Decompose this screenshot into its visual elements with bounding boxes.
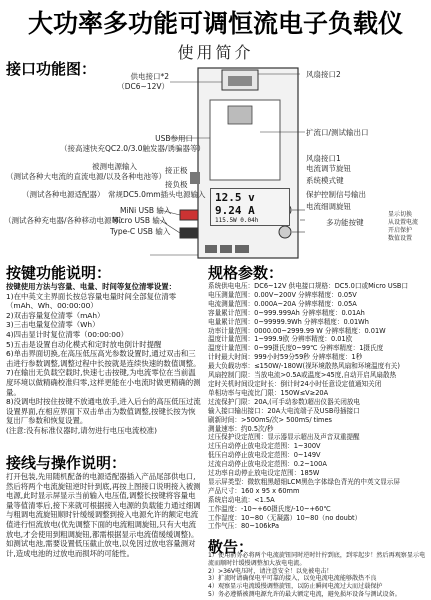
key-item: 6)单击界面切换,在高压低压高光参数设置时,通过双击和三击进行参数调整,调整过程中长按就是连续快速的数值调整。 [6, 349, 201, 368]
spec-row: 过压保护设定范围：显示器显示超出及声音双重提醒 [208, 433, 360, 442]
label-mini-usb: MiNi USB 输入 [120, 206, 172, 215]
spec-row: 最大负载功率：≤150W/-180W(视环境散热风扇和环境温度有关) [208, 362, 400, 371]
spec-row: 系统启动电流：<1.5A [208, 495, 275, 504]
spec-row: 过功率自动停止放电设定范围：185W [208, 469, 320, 478]
label-side-2: 从设置电流 [388, 219, 419, 226]
spec-row: 测量速率：约0.5次/秒 [208, 424, 274, 433]
notice-list [208, 552, 428, 599]
spec-row: 容量累计范围：0~999.999Ah 分辨率精度：0.01Ah [208, 308, 365, 317]
key-item: (注意:没有标准仪器时,请勿进行电压电流校准) [6, 425, 158, 435]
label-power-port: 供电接口*2 [130, 72, 169, 81]
spec-row: 功率计量范围：0000.00~2999.99 W 分辨率精度：0.01W [208, 326, 386, 335]
page-subtitle: 使用简介 [177, 43, 254, 62]
spec-row: 低压自动停止放电设定范围：0~149V [208, 451, 321, 460]
usb-port-icon [190, 172, 200, 184]
spec-row: 单相功率与电流比门限：150W≤V≥20A [208, 388, 329, 397]
label-typec-sub: （测试各种充电器/各种移动电源等） [4, 216, 127, 225]
keys-intro: 按键使用方法与容量、电量、时间等复位清零设置： [6, 282, 176, 291]
interface-diagram [0, 60, 431, 260]
spec-row: 电压测量范围：0.00V~200V 分辨率精度：0.05V [208, 290, 357, 299]
label-fine-knob: 电流细调旋钮 [306, 202, 351, 211]
specs-list [208, 282, 428, 531]
label-usb-port: USB参用口 [155, 134, 193, 143]
label-load-positive-sub: （测试各种大电流的直流电源/以及各种电池等） [6, 172, 167, 181]
label-typec: Type-C USB 输入 [110, 227, 171, 236]
label-usb-protocol: （接高速快充QC2.0/3.0触发器/诱骗器等） [60, 144, 206, 153]
label-fan-port-1: 风扇接口1 [306, 154, 341, 163]
label-load-positive: 被测电源输入 [92, 162, 137, 171]
label-power-voltage: （DC6~12V） [117, 82, 169, 91]
spec-row: 计时最大时间：999小时59分59秒 分辨率精度：1秒 [208, 353, 363, 362]
wiring-heading: 接线与操作说明： [6, 454, 127, 472]
specs-heading: 规格参数： [208, 264, 284, 282]
spec-row: 显示屏类型：微软粗黑超细LCM黑色字体绿色背光的中英文显示屏 [208, 477, 400, 486]
label-side-4: 数值设置 [388, 235, 413, 242]
label-side-1: 显示切换 [388, 211, 413, 218]
lcd-power: 115.5W 0.04h [215, 217, 259, 224]
notice-item: 5）务必遵循被测电源允许的最大额定电流，避免损坏设备与测试设备。 [208, 590, 401, 598]
fine-knob-icon [279, 226, 291, 238]
notice-item: 2）>36V电压时，请注意安全！以免被电击！ [208, 567, 333, 575]
key-item: 3)三击电量复位清零（Wh） [6, 320, 100, 330]
label-micro-usb: Micro USB 输入 [112, 216, 168, 225]
device-illustration [0, 60, 431, 260]
spec-row: 过压自动停止放电设定范围：1~300V [208, 442, 321, 451]
spec-row: 工作气压：80~106kPa [208, 522, 280, 531]
spec-row: 过流自动停止放电设定范围：0.2~100A [208, 460, 327, 469]
label-adapter-sub: （测试各种电源适配器） [22, 190, 105, 199]
label-ext-port: 扩流口/测试输出口 [306, 128, 369, 137]
spec-row: 工作湿度：10~80（无凝露）10~80（no doubt） [208, 513, 362, 522]
label-key-pos: 接正极 [165, 166, 188, 175]
mini-usb-icon [205, 245, 217, 253]
label-protect: 保护控制信号输出 [306, 190, 366, 199]
wiring-text: 打开包装,先用随机配备的电源适配器插入产品尾部供电口,然后将两个电流旋钮逆时针到底,再按上图接口说明接入被测电源,此时显示屏显示当前输入电压值,调整长按键将容量电量等值清零后,接下来就可根据接入电源的负载能力通过细调与粗调电流旋钮顺时针缓缓调整到接入电源允许的额定电流值进行恒流放电(优先调整下面的电流粗调旋钮,只有大电流放电,才会使用到粗调旋钮,都需根据显示电流值缓缓调整)。如测试电池,需要设置低压截止放电,以免因过放电容量测对计,造成电池的过放电而损坏的可能性。 [6, 472, 201, 558]
label-set-knob: 电流调节旋钮 [306, 164, 351, 173]
key-item: 2)双击容量复位清零（mAh） [6, 310, 105, 320]
label-side-3: 开启保护 [388, 227, 413, 234]
spec-row: 温度计量范围：0~99摄氏度0~99℃ 分辨率精度：1摄氏度 [208, 344, 384, 353]
lcd-screen [210, 188, 290, 226]
diagram-heading: 接口功能图： [6, 60, 97, 78]
notice-heading: 敬告： [208, 538, 254, 556]
positive-terminal [180, 210, 198, 220]
label-dc-input: 常规DC5.0mm插头电源输入 [108, 190, 206, 199]
lcd-voltage: 12.5 v [215, 191, 255, 204]
lcd-current: 9.24 A [215, 204, 255, 217]
label-sys-mode: 系统模式键 [306, 176, 344, 185]
key-item: 5)五击是设置自动化模式和定时放电倒计时提醒 [6, 339, 162, 349]
chip [228, 106, 252, 124]
micro-usb-icon [220, 245, 232, 253]
spec-row: 风扇控制门限：当放电流>0.5A或温度>45度,自动开启风扇散热 [208, 371, 397, 380]
key-item: 8)没调电时按住按键不放通电放手,进入后台的高压低压过流设置界面,在相应界面下双击单击为数值调整,按键长按为恢复出厂参数和恢复设置。 [6, 397, 201, 426]
spec-row: 工作温度：-10~+60摄氏度/-10~+60℃ [208, 504, 331, 513]
label-key-neg: 接负极 [165, 180, 188, 189]
spec-row: 温度计量范围：1~999.9欧 分辨率精度：0.01欧 [208, 335, 353, 344]
notice-item: 4）观察显示电流缓慢调整旋钮，以防止瞬间电流过大而过载保护 [208, 583, 383, 591]
spec-row: 输入接口输出接口：20A大电流端子及USB母插接口 [208, 406, 360, 415]
negative-terminal [180, 228, 198, 238]
page-title: 大功率多功能可调恒流电子负载仪 [27, 9, 403, 38]
spec-row: 产品尺寸：160 x 95 x 60mm [208, 486, 300, 495]
notice-item: 3）扩流时请确保电平可靠的接入，以免电流电流能够散热不良 [208, 575, 377, 583]
fan-connector [228, 76, 252, 86]
spec-row: 系统供电电压：DC6~12V 供电接口规格：DC5.0口或Micro USB口 [208, 282, 409, 290]
spec-row: 过流保护门限：20A,(可手动参数)超出仪器关闭放电 [208, 397, 361, 406]
spec-row: 电量累计范围：0~99999.9Wh 分辨率精度：0.01Wh [208, 317, 369, 326]
notice-item: 1）使用前务必将两个电流旋钮同时逆时针拧到底，到零起步！然后再观察显示电流而顺时针缓慢调整加大放电电流。 [208, 552, 426, 567]
key-item: 7)在输出无负载空载时,快速七击按键,为电流零位在当前温度环境以做精确校准归零,这样更能在小电流时做更精确的测量。 [6, 368, 201, 397]
label-fan-port-2: 风扇接口2 [306, 70, 341, 79]
keys-heading: 按键功能说明： [6, 264, 112, 282]
typec-icon [235, 245, 249, 253]
key-item: 4)四击显计时复位清零（00:00:00） [6, 329, 129, 339]
keys-section [6, 282, 202, 436]
label-multi-key: 多功能按键 [326, 218, 364, 227]
key-item: 1)在中英文主界面长按总容量电量时间全部复位清零（mAh、Wh、00:00:00） [6, 291, 177, 311]
spec-row: 电流测量范围：0.000A~20A 分辨率精度：0.05A [208, 299, 357, 308]
spec-row: 定时关机时间设定时长：倒计时24小时任意设定值通知关闭 [208, 379, 382, 388]
spec-row: 刷新时间：>500mS/次> 500mS/ times [208, 415, 332, 424]
